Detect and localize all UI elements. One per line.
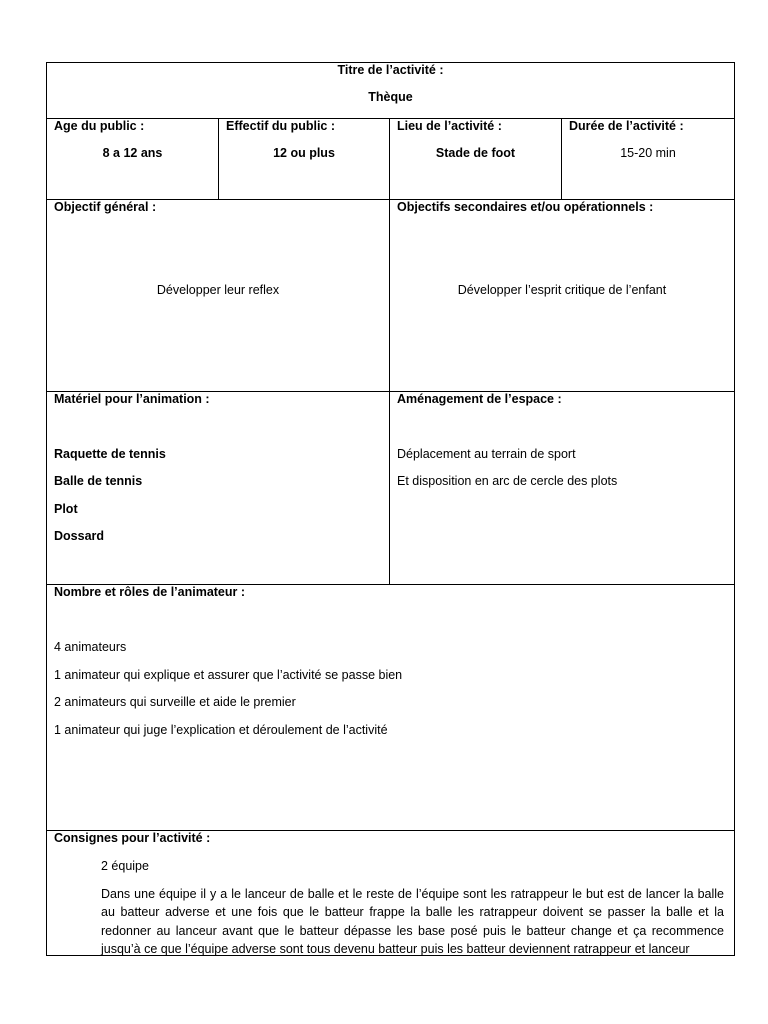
title-value: Thèque bbox=[368, 90, 413, 104]
consignes-first-line: 2 équipe bbox=[101, 859, 149, 873]
materiel-item: Plot bbox=[54, 502, 78, 516]
activity-sheet-table bbox=[46, 62, 735, 956]
consignes-cell bbox=[46, 830, 735, 956]
animateurs-label: Nombre et rôles de l’animateur : bbox=[54, 585, 246, 599]
materiel-item: Balle de tennis bbox=[54, 474, 143, 488]
objectif-general-label: Objectif général : bbox=[54, 200, 157, 214]
lieu-label: Lieu de l’activité : bbox=[397, 119, 502, 133]
materiel-label: Matériel pour l’animation : bbox=[54, 392, 210, 406]
age-value: 8 a 12 ans bbox=[102, 146, 163, 160]
title-label: Titre de l’activité : bbox=[337, 63, 444, 77]
lieu-value: Stade de foot bbox=[435, 146, 516, 160]
amenagement-label: Aménagement de l’espace : bbox=[397, 392, 562, 406]
consignes-label: Consignes pour l’activité : bbox=[54, 831, 211, 845]
materiel-cell bbox=[46, 391, 390, 585]
duree-cell bbox=[561, 118, 735, 200]
materiel-item: Raquette de tennis bbox=[54, 447, 166, 461]
objectif-general-cell bbox=[46, 199, 390, 392]
objectifs-secondaires-value: Développer l’esprit critique de l’enfant bbox=[457, 283, 667, 297]
effectif-value: 12 ou plus bbox=[273, 146, 335, 160]
amenagement-line: Déplacement au terrain de sport bbox=[397, 447, 576, 461]
objectifs-secondaires-label: Objectifs secondaires et/ou opérationnels : bbox=[397, 200, 654, 214]
amenagement-cell bbox=[389, 391, 735, 585]
materiel-item: Dossard bbox=[54, 529, 105, 543]
age-label: Age du public : bbox=[54, 119, 145, 133]
duree-label: Durée de l’activité : bbox=[569, 119, 684, 133]
animateurs-line: 1 animateur qui explique et assurer que l’activité se passe bien bbox=[54, 668, 403, 682]
duree-value: 15-20 min bbox=[620, 146, 676, 160]
amenagement-line: Et disposition en arc de cercle des plots bbox=[397, 474, 618, 488]
animateurs-line: 1 animateur qui juge l’explication et déroulement de l’activité bbox=[54, 723, 388, 737]
animateurs-line: 4 animateurs bbox=[54, 640, 127, 654]
animateurs-line: 2 animateurs qui surveille et aide le premier bbox=[54, 695, 296, 709]
objectif-general-value: Développer leur reflex bbox=[156, 283, 280, 297]
effectif-cell bbox=[218, 118, 390, 200]
objectifs-secondaires-cell bbox=[389, 199, 735, 392]
lieu-cell bbox=[389, 118, 562, 200]
effectif-label: Effectif du public : bbox=[226, 119, 336, 133]
animateurs-cell bbox=[46, 584, 735, 831]
consignes-paragraph: Dans une équipe il y a le lanceur de balle et le reste de l’équipe sont les ratrappeur le but est de lancer la balle au batteur adverse et une fois que le batteur frappe la balle les ratrappeur doivent se passer la balle et la redonner au lanceur avant que le batteur dépasse les base posé puis le batteur change et ça recommence jusqu’à ce que l’équipe adverse sont tous devenu batteur puis les batteur deviennent ratrappeur et lanceur bbox=[101, 887, 724, 957]
age-cell bbox=[46, 118, 219, 200]
title-cell bbox=[46, 62, 735, 119]
